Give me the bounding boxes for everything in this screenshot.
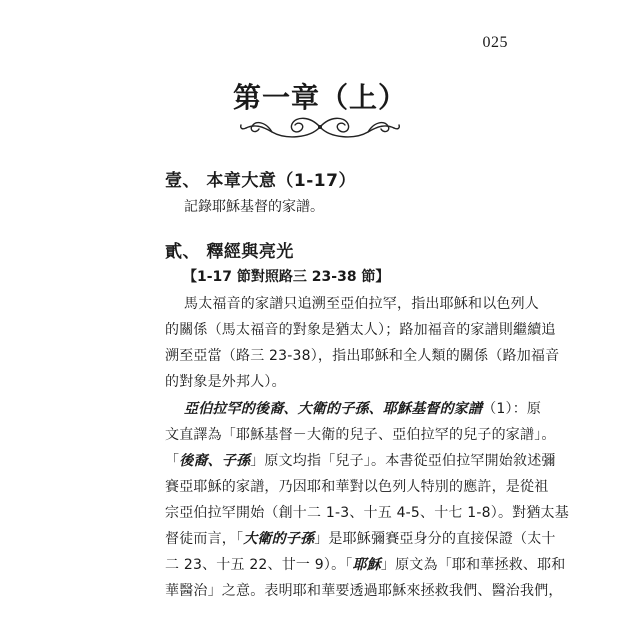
body-line: 的關係（馬太福音的對象是猶太人）；路加福音的家譜則繼續追 [165, 322, 556, 338]
body-text: 二 23、十五 22、廿一 9）。 [165, 557, 346, 573]
section-heading-summary: 壹、 本章大意（1-17） [165, 171, 356, 191]
body-text: （1）：原 [482, 401, 542, 417]
body-text: 「 [345, 557, 353, 573]
body-line: 馬太福音的家譜只追溯至亞伯拉罕，指出耶穌和以色列人 [184, 296, 539, 312]
body-line: 溯至亞當（路三 23-38），指出耶穌和全人類的關係（路加福音 [165, 348, 560, 364]
body-text: 督徒而言，「 [165, 531, 244, 547]
body-line [184, 398, 542, 418]
body-line: 文直譯為「耶穌基督－大衛的兒子、亞伯拉罕的兒子的家譜」。 [165, 427, 556, 443]
body-text: 」原文均指「兒子」。本書從亞伯拉罕開始敘述彌 [250, 453, 556, 469]
body-line: 的對象是外邦人）。 [165, 374, 286, 390]
body-line [165, 554, 566, 574]
page-number: 025 [482, 34, 508, 51]
chapter-title: 第一章（上） [232, 81, 407, 114]
emphasis-text: 大衛的子孫 [243, 531, 315, 547]
summary-text: 記錄耶穌基督的家譜。 [184, 199, 324, 215]
emphasis-text: 耶穌 [352, 557, 381, 573]
body-line: 賽亞耶穌的家譜，乃因耶和華對以色列人特別的應許，是從祖 [165, 479, 549, 495]
emphasis-text: 後裔、子孫 [179, 453, 251, 469]
flourish-ornament-icon [236, 110, 404, 144]
body-line [165, 528, 556, 548]
emphasis-text: 亞伯拉罕的後裔、大衛的子孫、耶穌基督的家譜 [184, 401, 483, 417]
body-text: 「 [165, 453, 180, 469]
section-reference: 【1-17 節對照路三 23-38 節】 [183, 269, 390, 285]
body-line: 華醫治」之意。表明耶和華要透過耶穌來拯救我們、醫治我們， [165, 583, 563, 599]
body-line [165, 450, 556, 470]
body-line: 宗亞伯拉罕開始（創十二 1-3、十五 4-5、十七 1-8）。對猶太基 [165, 505, 569, 521]
body-text: 」是耶穌彌賽亞身分的直接保證（太十 [314, 531, 556, 547]
body-text: 」原文為「耶和華拯救、耶和 [380, 557, 566, 573]
section-heading-exegesis: 貳、 釋經與亮光 [165, 242, 294, 262]
